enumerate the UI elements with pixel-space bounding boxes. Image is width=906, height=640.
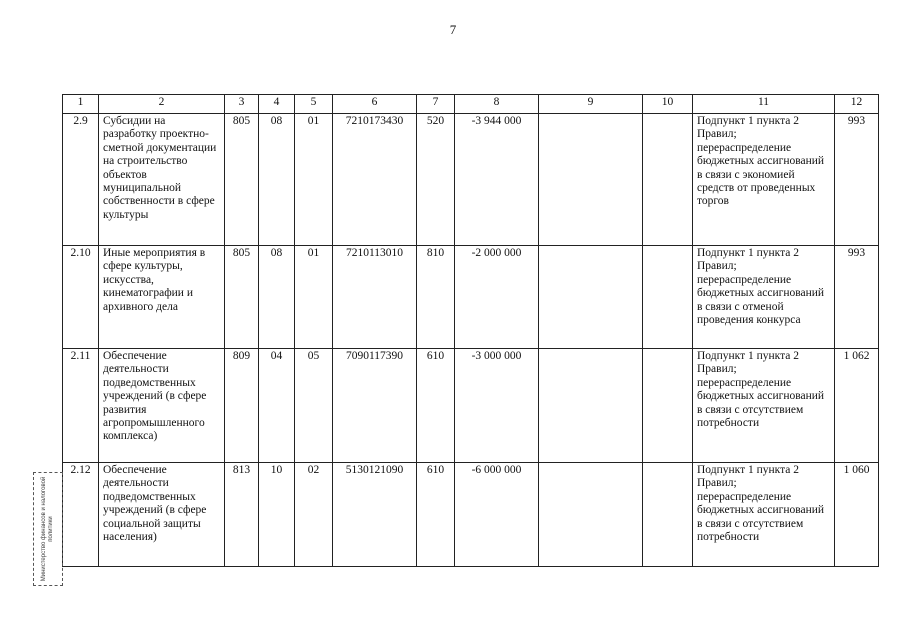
item-name: Иные мероприятия в сфере культуры, искусства, кинематографии и архивного дела: [99, 246, 225, 349]
table-header-row: [63, 95, 879, 114]
header-cell: 9: [539, 95, 643, 114]
table-row: [63, 246, 879, 349]
empty-cell: [643, 246, 693, 349]
subsection-code: 05: [295, 349, 333, 463]
header-cell: 8: [455, 95, 539, 114]
basis-text: Подпункт 1 пункта 2 Правил; перераспределение бюджетных ассигнований в связи с экономией средств от проведенных торгов: [693, 114, 835, 246]
empty-cell: [539, 114, 643, 246]
ministry-code: 805: [225, 114, 259, 246]
row-number: 2.9: [63, 114, 99, 246]
row-number: 2.11: [63, 349, 99, 463]
item-name: Обеспечение деятельности подведомственных учреждений (в сфере развития агропромышленного комплекса): [99, 349, 225, 463]
header-cell: 3: [225, 95, 259, 114]
expense-type-code: 610: [417, 349, 455, 463]
empty-cell: [643, 114, 693, 246]
table-row: [63, 463, 879, 567]
expense-type-code: 610: [417, 463, 455, 567]
header-cell: 10: [643, 95, 693, 114]
header-cell: 11: [693, 95, 835, 114]
section-code: 04: [259, 349, 295, 463]
header-cell: 7: [417, 95, 455, 114]
table-row: [63, 114, 879, 246]
header-cell: 4: [259, 95, 295, 114]
target-article-code: 7210173430: [333, 114, 417, 246]
header-cell: 12: [835, 95, 879, 114]
table-row: [63, 349, 879, 463]
amount: -2 000 000: [455, 246, 539, 349]
target-article-code: 5130121090: [333, 463, 417, 567]
item-name: Обеспечение деятельности подведомственных учреждений (в сфере социальной защиты населения): [99, 463, 225, 567]
empty-cell: [539, 246, 643, 349]
expense-type-code: 810: [417, 246, 455, 349]
reference-number: 993: [835, 246, 879, 349]
section-code: 10: [259, 463, 295, 567]
subsection-code: 01: [295, 114, 333, 246]
page-number: 7: [449, 22, 457, 37]
amount: -3 000 000: [455, 349, 539, 463]
empty-cell: [539, 463, 643, 567]
header-cell: 5: [295, 95, 333, 114]
amount: -6 000 000: [455, 463, 539, 567]
basis-text: Подпункт 1 пункта 2 Правил; перераспределение бюджетных ассигнований в связи с отсутствием потребности: [693, 463, 835, 567]
subsection-code: 01: [295, 246, 333, 349]
reference-number: 993: [835, 114, 879, 246]
target-article-code: 7210113010: [333, 246, 417, 349]
subsection-code: 02: [295, 463, 333, 567]
header-cell: 6: [333, 95, 417, 114]
item-name: Субсидии на разработку проектно-сметной документации на строительство объектов муниципальной собственности в сфере культуры: [99, 114, 225, 246]
section-code: 08: [259, 246, 295, 349]
amount: -3 944 000: [455, 114, 539, 246]
row-number: 2.10: [63, 246, 99, 349]
target-article-code: 7090117390: [333, 349, 417, 463]
ministry-code: 805: [225, 246, 259, 349]
header-cell: 2: [99, 95, 225, 114]
expense-type-code: 520: [417, 114, 455, 246]
header-cell: 1: [63, 95, 99, 114]
margin-stamp: [33, 472, 63, 586]
ministry-code: 813: [225, 463, 259, 567]
row-number: 2.12: [63, 463, 99, 567]
budget-table: [62, 94, 879, 567]
reference-number: 1 060: [835, 463, 879, 567]
ministry-code: 809: [225, 349, 259, 463]
empty-cell: [643, 349, 693, 463]
margin-stamp-text: Министерство финансов и налоговой политики: [41, 476, 54, 582]
empty-cell: [539, 349, 643, 463]
reference-number: 1 062: [835, 349, 879, 463]
basis-text: Подпункт 1 пункта 2 Правил; перераспределение бюджетных ассигнований в связи с отсутствием потребности: [693, 349, 835, 463]
basis-text: Подпункт 1 пункта 2 Правил; перераспределение бюджетных ассигнований в связи с отменой проведения конкурса: [693, 246, 835, 349]
empty-cell: [643, 463, 693, 567]
section-code: 08: [259, 114, 295, 246]
